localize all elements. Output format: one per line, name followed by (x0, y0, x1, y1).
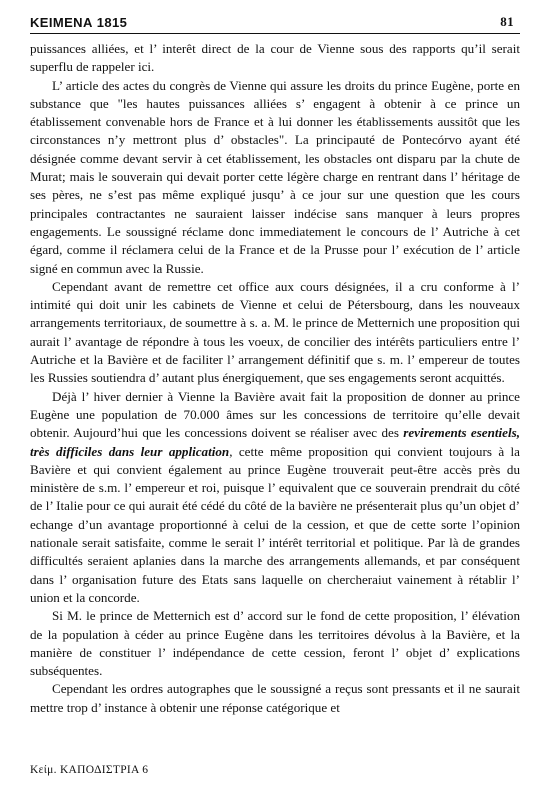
paragraph (30, 680, 520, 717)
paragraph (30, 607, 520, 680)
footer-signature: Κείμ. ΚΑΠΟΔΙΣΤΡΙΑ 6 (30, 764, 149, 776)
emphasized-text: revirements esentiels, très difficiles dans leur application (30, 425, 520, 459)
paragraph (30, 77, 520, 278)
running-title: ΚΕΙΜΕΝΑ 1815 (30, 15, 128, 30)
paragraph-text: Cependant les ordres autographes que le soussigné a reçus sont pressants et il ne saurait mettre trop d’ instance à obtenir une réponse catégorique et (30, 681, 520, 715)
paragraph-text: , cette même proposition qui convient toujours à la Bavière et qui convient également au prince Eugène trouverait peut-être accès près du ministère de s.m. l’ empereur et roi, puisque l’ equivalent que ce souverain prendrait du côté de l’ Italie pour ce qui aurait été cédé du côté de la bavière ne présenterait plus qu’un objet d’ echange d’un avantage proportionné à celui de la cession, et que de cette sorte l’opinion nationale serait satisfaite, comme le serait l’ intérêt territorial et politique. Par là de grandes difficultés seraient aplanies dans la marche des arrangements allemands, et par conséquent dans l’ organisation future des Etats sans laquelle on chercheraiut vainement à rétablir l’ union et la concorde. (30, 443, 520, 605)
document-page (30, 14, 520, 717)
paragraph-text: puissances alliées, et l’ interêt direct de la cour de Vienne sous des rapports qu’il serait superflu de rappeler ici. (30, 41, 520, 75)
body-text (30, 40, 520, 717)
paragraph-text: Cependant avant de remettre cet office aux cours désignées, il a cru conforme à l’ intimité qui doit unir les cabinets de Vienne et celui de Pétersbourg, dans les nouveaux arrangements territoriaux, de soumettre à s. a. M. le prince de Metternich une proposition qui aurait l’ avantage de répondre à tous les voeux, de concilier des intérêts particuliers entre l’ Autriche et la Bavière et de faciliter l’ arrangement définitif que s. m. l’ empereur de toutes les Russies soutiendra d’ autant plus énergiquement, que ses engagements seront acquittés. (30, 278, 520, 386)
paragraph-text: L’ article des actes du congrès de Vienne qui assure les droits du prince Eugène, porte en substance que "les hautes puissances alliées s’ engagent à obtenir à ce prince un établissement convenable hors de France et à lui donner les établissements aussitôt que les circonstances n’y mettront plus d’ obstacles". La principauté de Pontecórvo ayant été désignée comme devant servir à cet établissement, les obstacles ont disparu par la chute de Murat; mais le souverain qui devait porter cette légère charge en rentrant dans l’ héritage de ses pères, ne s’est pas même expliqué jusqu’ à ce jour sur une question que les cours principales contractantes ne sauraient laisser indécise sans manquer à leurs propres engagements. Le soussigné réclame donc immediatement le concours de l’ Autriche à cet égard, comme il réclamera celui de la France et de la Prusse pour l’ exécution de l’ article signé en commun avec la Russie. (30, 77, 520, 276)
paragraph (30, 40, 520, 77)
paragraph-text: Déjà l’ hiver dernier à Vienne la Bavière avait fait la proposition de donner au prince Eugène une population de 70.000 âmes sur les concessions de territoire qu’elle devait obtenir. Aujourd’hui que les concessions doivent se réaliser avec des (30, 388, 520, 441)
paragraph (30, 278, 520, 388)
page-number: 81 (500, 14, 514, 29)
paragraph-text: Si M. le prince de Metternich est d’ accord sur le fond de cette proposition, l’ élévation de la population à céder au prince Eugène dans les territoires dévolus à la Bavière, et la manière de constituer l’ indépendance de cette cession, feront l’ objet d’ explications subséquentes. (30, 608, 520, 679)
paragraph (30, 388, 520, 608)
running-header (30, 14, 520, 34)
